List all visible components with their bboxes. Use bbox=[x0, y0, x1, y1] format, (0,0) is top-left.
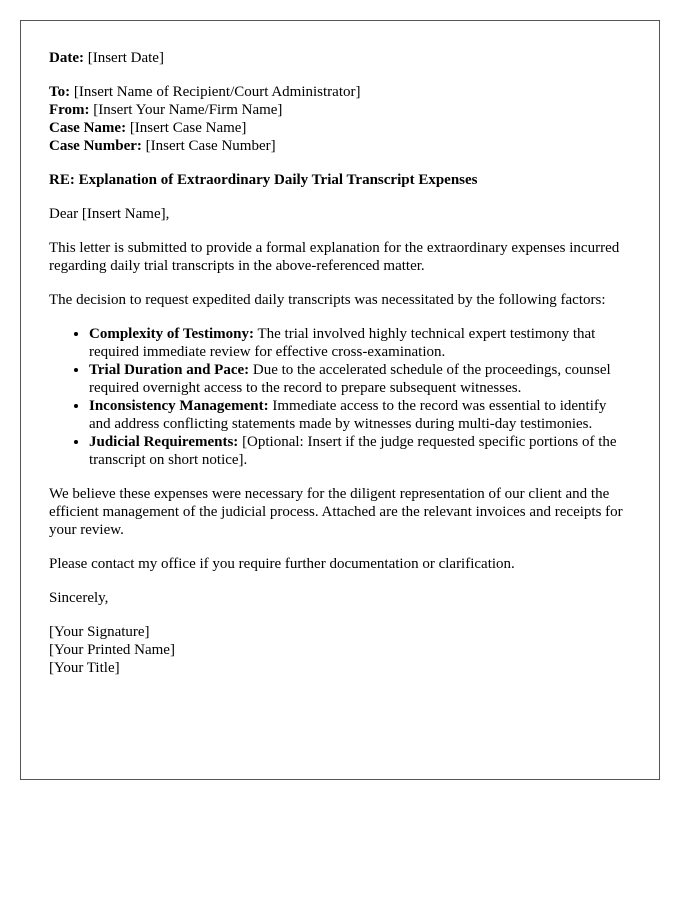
factors-intro-paragraph: The decision to request expedited daily transcripts was necessitated by the following factors: bbox=[49, 292, 606, 308]
subject-line bbox=[49, 171, 631, 189]
case-number-value: [Insert Case Number] bbox=[145, 138, 276, 154]
case-name-line bbox=[49, 119, 631, 137]
date-line bbox=[49, 49, 631, 67]
from-value: [Insert Your Name/Firm Name] bbox=[93, 102, 283, 118]
to-value: [Insert Name of Recipient/Court Administrator] bbox=[73, 84, 361, 100]
title-line: [Your Title] bbox=[49, 660, 120, 676]
from-line bbox=[49, 101, 631, 119]
salutation: Dear [Insert Name], bbox=[49, 206, 170, 222]
closing-paragraph: We believe these expenses were necessary for the diligent representation of our client and the efficient management of the judicial process. Attached are the relevant invoices and receipts for your review. bbox=[49, 486, 623, 538]
from-label: From: bbox=[49, 102, 90, 118]
case-number-label: Case Number: bbox=[49, 138, 142, 154]
date-value: [Insert Date] bbox=[87, 50, 164, 66]
factor-title: Trial Duration and Pace: bbox=[89, 362, 250, 378]
factor-title: Complexity of Testimony: bbox=[89, 326, 254, 342]
printed-name-line: [Your Printed Name] bbox=[49, 642, 175, 658]
contact-paragraph: Please contact my office if you require further documentation or clarification. bbox=[49, 556, 515, 572]
factor-text: Immediate access to the record was essential to identify and address conflicting statements made by witnesses during multi-day testimonies. bbox=[89, 398, 607, 432]
list-item bbox=[89, 325, 631, 361]
case-name-value: [Insert Case Name] bbox=[129, 120, 247, 136]
factor-text: Due to the accelerated schedule of the proceedings, counsel required overnight access to the record to prepare subsequent witnesses. bbox=[89, 362, 611, 396]
date-label: Date: bbox=[49, 50, 84, 66]
list-item bbox=[89, 433, 631, 469]
factor-text: The trial involved highly technical expert testimony that required immediate review for effective cross-examination. bbox=[89, 326, 596, 360]
to-line bbox=[49, 83, 631, 101]
signature-line: [Your Signature] bbox=[49, 624, 150, 640]
letter-document bbox=[20, 20, 660, 780]
signoff-closing: Sincerely, bbox=[49, 590, 109, 606]
case-number-line bbox=[49, 137, 631, 155]
list-item bbox=[89, 397, 631, 433]
list-item bbox=[89, 361, 631, 397]
factors-list bbox=[49, 325, 631, 469]
factor-text: [Optional: Insert if the judge requested specific portions of the transcript on short notice]. bbox=[89, 434, 617, 468]
to-label: To: bbox=[49, 84, 71, 100]
factor-title: Inconsistency Management: bbox=[89, 398, 269, 414]
signature-block bbox=[49, 623, 631, 677]
subject-text: RE: Explanation of Extraordinary Daily Trial Transcript Expenses bbox=[49, 172, 478, 188]
intro-paragraph: This letter is submitted to provide a formal explanation for the extraordinary expenses incurred regarding daily trial transcripts in the above-referenced matter. bbox=[49, 240, 620, 274]
header-block bbox=[49, 83, 631, 155]
factor-title: Judicial Requirements: bbox=[89, 434, 239, 450]
case-name-label: Case Name: bbox=[49, 120, 127, 136]
